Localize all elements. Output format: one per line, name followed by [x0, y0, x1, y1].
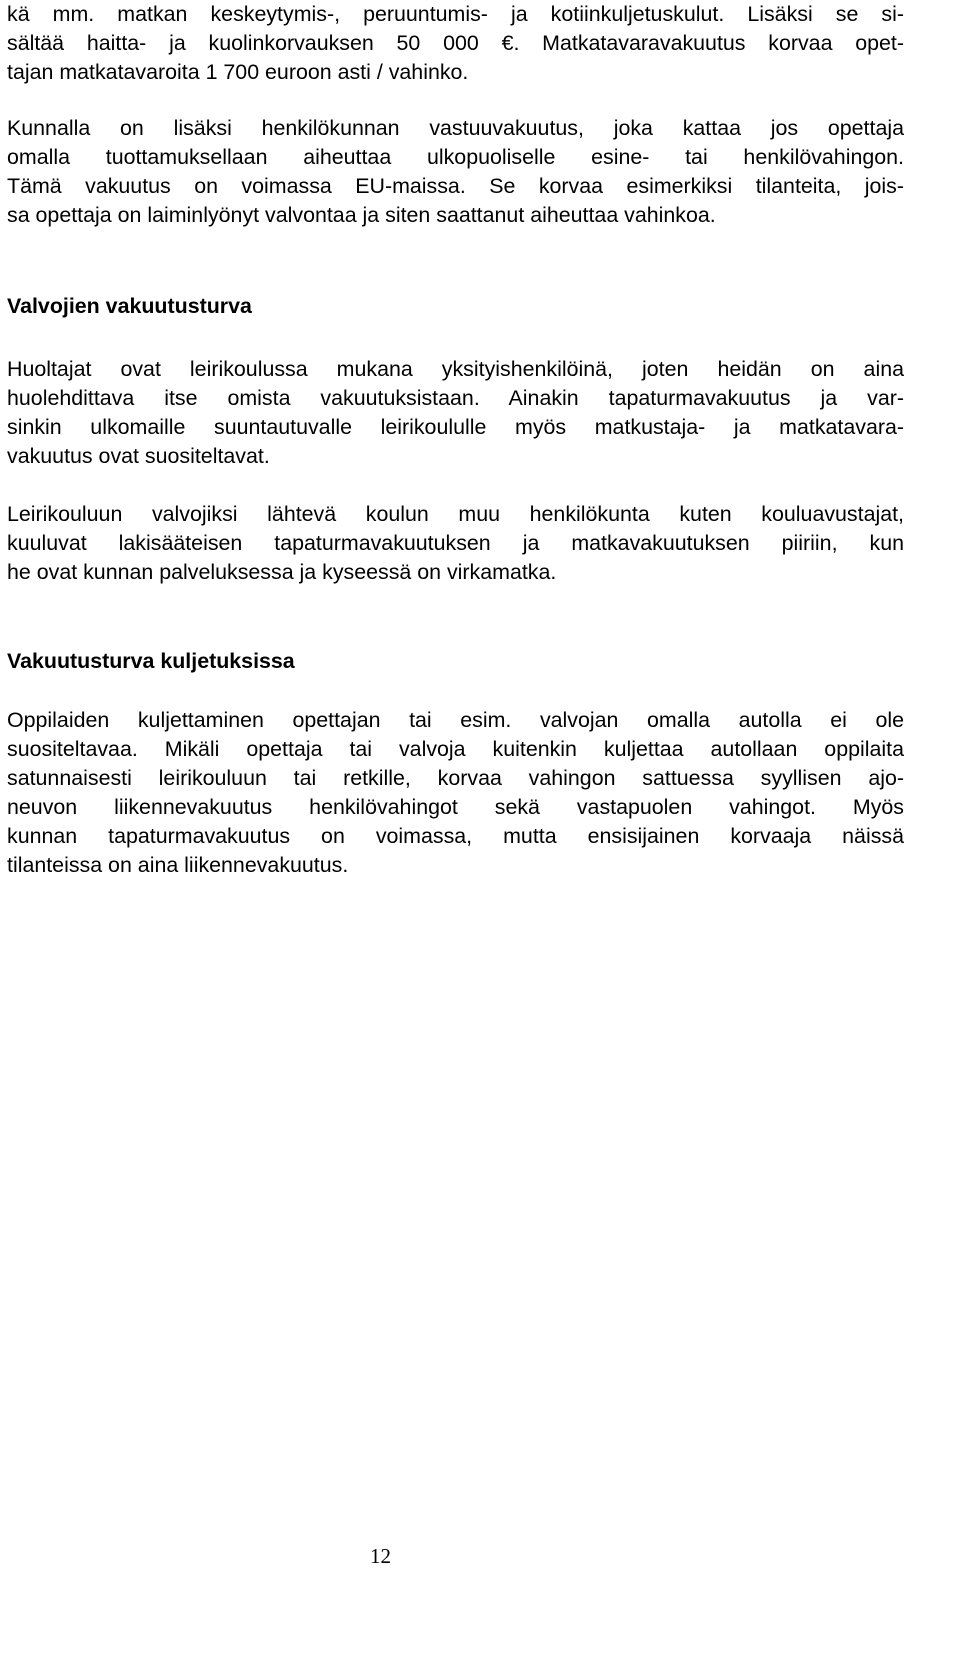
section-heading-supervisors-insurance: Valvojien vakuutusturva	[7, 294, 252, 318]
text-line: suositeltavaa. Mikäli opettaja tai valvoja kuitenkin kuljettaa autollaan oppilaita	[7, 737, 904, 761]
text-line: tajan matkatavaroita 1 700 euroon asti / vahinko.	[7, 60, 469, 84]
paragraph-pupil-transport	[7, 706, 904, 880]
text-line: Kunnalla on lisäksi henkilökunnan vastuuvakuutus, joka kattaa jos opettaja	[7, 116, 904, 140]
text-line: tilanteissa on aina liikennevakuutus.	[7, 853, 349, 877]
text-line: sältää haitta- ja kuolinkorvauksen 50 000 €. Matkatavaravakuutus korvaa opet-	[7, 31, 904, 55]
paragraph-travel-insurance-continued	[7, 0, 904, 87]
text-line: he ovat kunnan palveluksessa ja kyseessä on virkamatka.	[7, 560, 557, 584]
text-line: kunnan tapaturmavakuutus on voimassa, mutta ensisijainen korvaaja näissä	[7, 824, 904, 848]
text-line: Huoltajat ovat leirikoulussa mukana yksityishenkilöinä, joten heidän on aina	[7, 357, 904, 381]
text-line: Oppilaiden kuljettaminen opettajan tai esim. valvojan omalla autolla ei ole	[7, 708, 904, 732]
page-number: 12	[370, 1544, 391, 1568]
text-line: Leirikouluun valvojiksi lähtevä koulun muu henkilökunta kuten kouluavustajat,	[7, 502, 904, 526]
text-line: kä mm. matkan keskeytymis-, peruuntumis- ja kotiinkuljetuskulut. Lisäksi se si-	[7, 2, 904, 26]
text-line: vakuutus ovat suositeltavat.	[7, 444, 270, 468]
text-line: sinkin ulkomaille suuntautuvalle leirikoululle myös matkustaja- ja matkatavara-	[7, 415, 904, 439]
text-line: huolehdittava itse omista vakuutuksistaan. Ainakin tapaturmavakuutus ja var-	[7, 386, 904, 410]
text-line: Tämä vakuutus on voimassa EU-maissa. Se korvaa esimerkiksi tilanteita, jois-	[7, 174, 904, 198]
text-line: omalla tuottamuksellaan aiheuttaa ulkopuoliselle esine- tai henkilövahingon.	[7, 145, 904, 169]
paragraph-liability-insurance	[7, 114, 904, 230]
section-heading-transport-insurance: Vakuutusturva kuljetuksissa	[7, 649, 295, 673]
paragraph-guardians	[7, 355, 904, 471]
paragraph-school-staff	[7, 500, 904, 587]
text-line: kuuluvat lakisääteisen tapaturmavakuutuksen ja matkavakuutuksen piiriin, kun	[7, 531, 904, 555]
text-line: sa opettaja on laiminlyönyt valvontaa ja siten saattanut aiheuttaa vahinkoa.	[7, 203, 716, 227]
text-line: neuvon liikennevakuutus henkilövahingot sekä vastapuolen vahingot. Myös	[7, 795, 904, 819]
text-line: satunnaisesti leirikouluun tai retkille, korvaa vahingon sattuessa syyllisen ajo-	[7, 766, 904, 790]
